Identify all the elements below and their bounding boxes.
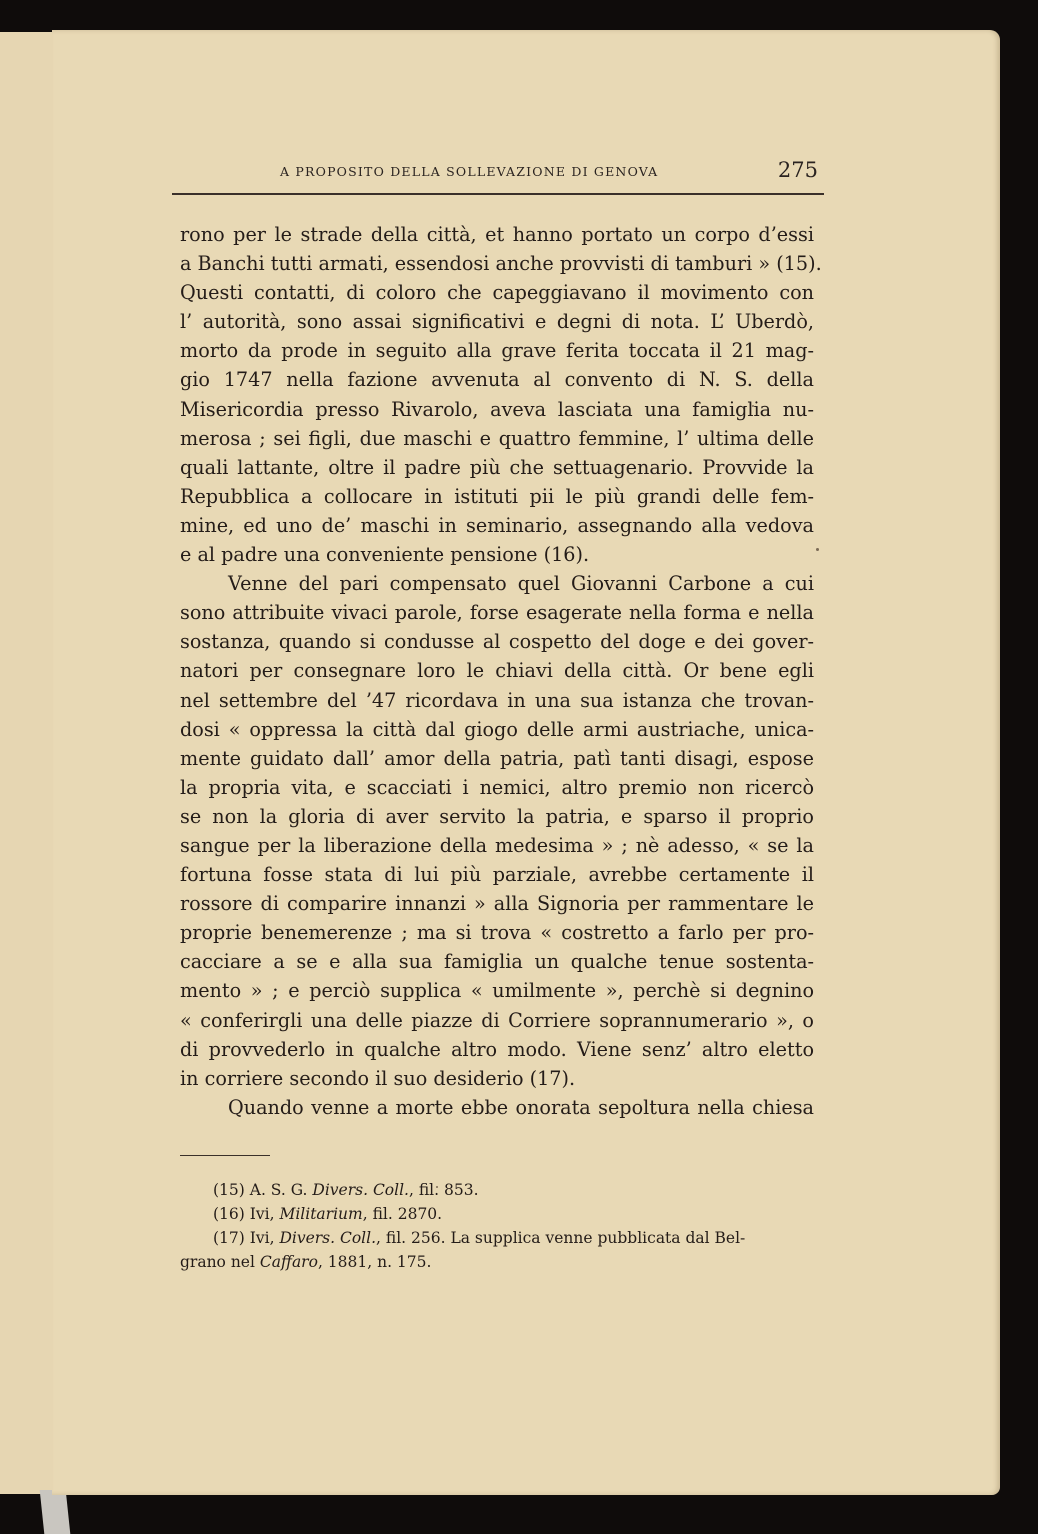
footnote-rule <box>180 1155 270 1156</box>
text-line: Questi contatti, di coloro che capeggiavano il movimento con <box>180 281 814 305</box>
text-line: sostanza, quando si condusse al cospetto del doge e dei gover- <box>180 630 814 654</box>
text-line: sono attribuite vivaci parole, forse esagerate nella forma e nella <box>180 601 814 625</box>
page-header <box>180 158 820 186</box>
text-line: mine, ed uno de’ maschi in seminario, assegnando alla vedova <box>180 513 814 537</box>
binding-tab <box>40 1490 71 1534</box>
text-line: la propria vita, e scacciati i nemici, altro premio non ricercò <box>180 775 814 799</box>
text-line: Quando venne a morte ebbe onorata sepoltura nella chiesa <box>228 1095 814 1119</box>
footnote-17: (17) Ivi, Divers. Coll., fil. 256. La supplica venne pubblicata dal Bel- <box>213 1229 746 1247</box>
text-line: fortuna fosse stata di lui più parziale, avrebbe certamente il <box>180 863 814 887</box>
footnote-15: (15) A. S. G. Divers. Coll., fil. 853. <box>213 1181 479 1199</box>
text-line: nel settembre del ’47 ricordava in una sua istanza che trovan- <box>180 688 814 712</box>
text-line: gio 1747 nella fazione avvenuta al convento di N. S. della <box>180 368 814 392</box>
footnotes <box>180 1178 820 1274</box>
text-line: sangue per la liberazione della medesima » ; nè adesso, « se la <box>180 833 814 857</box>
text-line: in corriere secondo il suo desiderio (17). <box>180 1066 576 1090</box>
text-line: merosa ; sei figli, due maschi e quattro femmine, l’ ultima delle <box>180 426 814 450</box>
body-text <box>180 220 822 1122</box>
text-line: natori per consegnare loro le chiavi della città. Or bene egli <box>180 659 814 683</box>
text-line: cacciare a se e alla sua famiglia un qualche tenue sostenta- <box>180 950 814 974</box>
header-rule <box>172 193 824 195</box>
text-line: di provvederlo in qualche altro modo. Viene senz’ altro eletto <box>180 1037 814 1061</box>
text-line: se non la gloria di aver servito la patria, e sparso il proprio <box>180 804 814 828</box>
text-line: e al padre una conveniente pensione (16). <box>180 543 590 567</box>
text-line: morto da prode in seguito alla grave ferita toccata il 21 mag- <box>180 339 814 363</box>
text-line: a Banchi tutti armati, essendosi anche provvisti di tamburi » (15). <box>180 252 822 276</box>
facing-page-edge <box>0 32 53 1494</box>
footnote-17-continued: grano nel Caffaro, 1881, n. 175. <box>180 1253 432 1271</box>
text-line: quali lattante, oltre il padre più che settuagenario. Provvide la <box>180 455 814 479</box>
text-line: dosi « oppressa la città dal giogo delle armi austriache, unica- <box>180 717 814 741</box>
text-line: mente guidato dall’ amor della patria, patì tanti disagi, espose <box>180 746 814 770</box>
text-line: Repubblica a collocare in istituti pii le più grandi delle fem- <box>180 484 814 508</box>
page-number: 275 <box>777 158 818 182</box>
running-title: A PROPOSITO DELLA SOLLEVAZIONE DI GENOVA <box>280 164 659 179</box>
text-line: rono per le strade della città, et hanno portato un corpo d’essi <box>180 223 814 246</box>
text-line: Venne del pari compensato quel Giovanni Carbone a cui <box>228 572 814 596</box>
text-line: « conferirgli una delle piazze di Corriere soprannumerario », o <box>180 1008 814 1032</box>
text-line: proprie benemerenze ; ma si trova « costretto a farlo per pro- <box>180 921 814 945</box>
text-line: rossore di comparire innanzi » alla Signoria per rammentare le <box>180 892 814 916</box>
text-line: Misericordia presso Rivarolo, aveva lasciata una famiglia nu- <box>180 397 814 421</box>
text-line: l’ autorità, sono assai significativi e degni di nota. L’ Uberdò, <box>180 310 814 334</box>
text-line: mento » ; e perciò supplica « umilmente », perchè si degnino <box>180 979 814 1003</box>
footnote-16: (16) Ivi, Militarium, fil. 2870. <box>213 1205 443 1223</box>
